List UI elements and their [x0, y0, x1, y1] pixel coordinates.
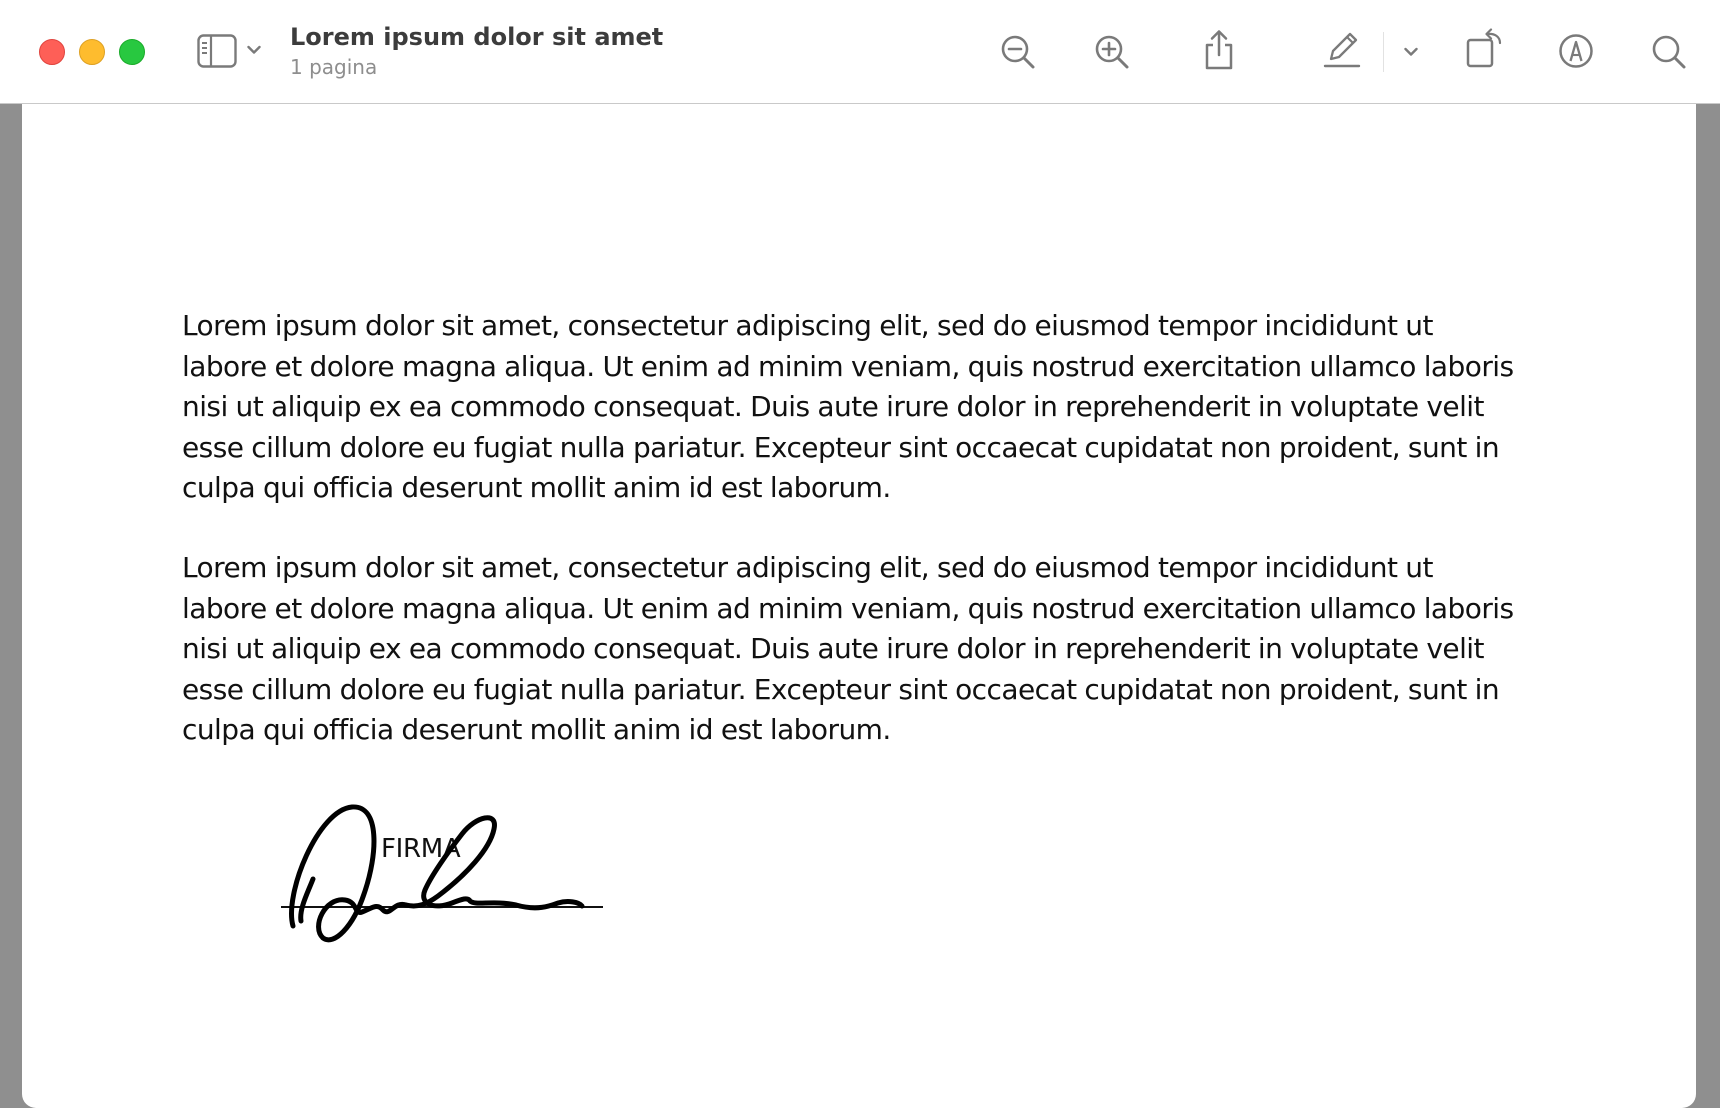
chevron-down-icon[interactable]	[1404, 47, 1418, 57]
document-page[interactable]	[22, 104, 1696, 1108]
sidebar-icon[interactable]	[197, 34, 237, 68]
title-block	[290, 22, 663, 80]
share-icon[interactable]	[1203, 29, 1235, 71]
markup-pen-icon[interactable]	[1323, 30, 1361, 70]
document-title: Lorem ipsum dolor sit amet	[290, 23, 664, 51]
paragraph: Lorem ipsum dolor sit amet, consectetur adipiscing elit, sed do eiusmod tempor incididunt ut labore et dolore magna aliqua. Ut enim ad minim veniam, quis nostrud exercitation ullamco laboris nisi ut aliquip ex ea commodo consequat. Duis aute irure dolor in reprehenderit in voluptate velit esse cillum dolore eu fugiat nulla pariatur. Excepteur sint occaecat cupidatat non proident, sunt in culpa qui officia deserunt mollit anim id est laborum.	[182, 309, 1514, 504]
zoom-in-icon[interactable]	[1094, 34, 1130, 70]
markup-icon[interactable]	[1558, 33, 1594, 69]
page-count: 1 pagina	[290, 55, 378, 79]
toolbar-separator	[1383, 32, 1384, 72]
signature-label: FIRMA	[381, 834, 461, 864]
search-icon[interactable]	[1651, 34, 1687, 70]
handwritten-signature[interactable]	[22, 104, 722, 1004]
document-viewport[interactable]	[0, 104, 1720, 1108]
minimize-window-button[interactable]	[79, 39, 105, 65]
close-window-button[interactable]	[39, 39, 65, 65]
chevron-down-icon[interactable]	[247, 45, 261, 55]
toolbar	[0, 0, 1720, 104]
maximize-window-button[interactable]	[119, 39, 145, 65]
rotate-icon[interactable]	[1466, 28, 1506, 70]
paragraph: Lorem ipsum dolor sit amet, consectetur adipiscing elit, sed do eiusmod tempor incididunt ut labore et dolore magna aliqua. Ut enim ad minim veniam, quis nostrud exercitation ullamco laboris nisi ut aliquip ex ea commodo consequat. Duis aute irure dolor in reprehenderit in voluptate velit esse cillum dolore eu fugiat nulla pariatur. Excepteur sint occaecat cupidatat non proident, sunt in culpa qui officia deserunt mollit anim id est laborum.	[182, 551, 1514, 746]
zoom-out-icon[interactable]	[1000, 34, 1036, 70]
